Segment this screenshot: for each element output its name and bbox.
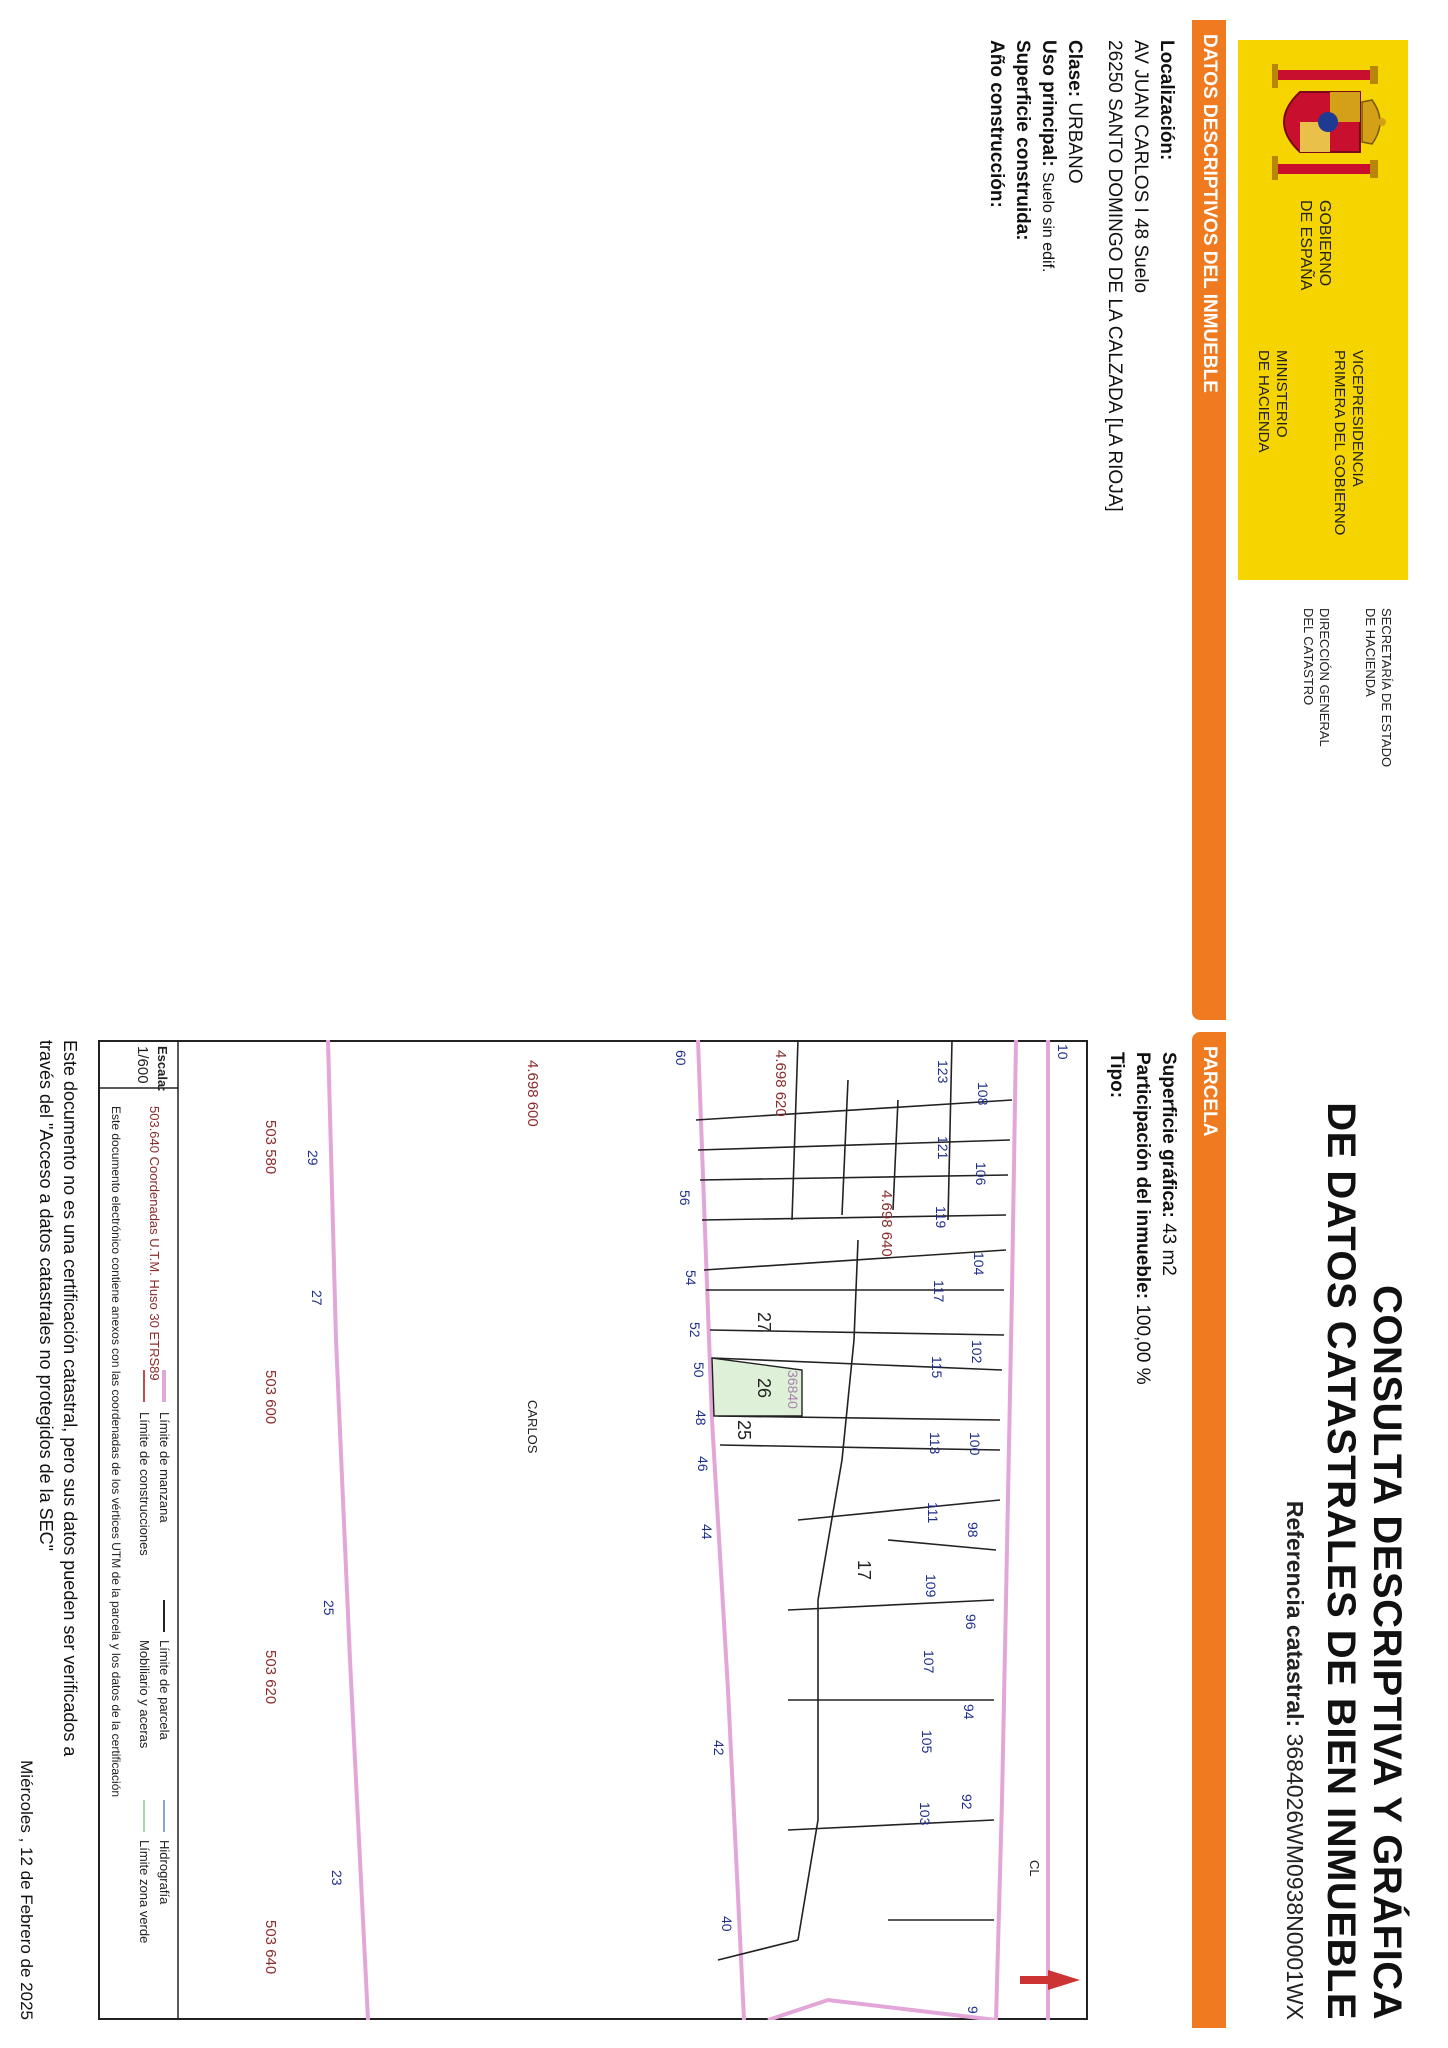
cadastral-reference: [1281, 1040, 1308, 2020]
parcel-line: [818, 1460, 842, 1600]
utm-easting: 503 580: [262, 1120, 279, 1175]
disclaimer: Este documento no es una certificación catastral, pero sus datos pueden ser verificados a través del "Acceso a datos catastrales no protegidos de la SEC": [36, 1040, 80, 1757]
ref-label: Referencia catastral:: [1282, 1500, 1308, 1728]
parcel-line: [888, 1540, 996, 1550]
legend-building-limit: Límite de construcciones: [137, 1412, 152, 1556]
house-number: 102: [969, 1340, 985, 1364]
house-number: 92: [959, 1794, 975, 1810]
north-arrow-icon: [1020, 1970, 1080, 1990]
scale-label: Escala:: [155, 1046, 170, 1092]
parcel-line: [718, 1940, 798, 1960]
house-number: 103: [917, 1802, 933, 1826]
parcel-line: [788, 1600, 994, 1610]
legend-parcel-limit: Límite de parcela: [157, 1640, 172, 1740]
house-number: 25: [321, 1600, 337, 1616]
participation-field: Participación del inmueble: 100,00 %: [1132, 1052, 1153, 1385]
house-number: 100: [967, 1432, 983, 1456]
parcel-line: [842, 1080, 848, 1215]
construction-year-field: Año construcción:: [986, 40, 1007, 208]
main-use-field: Uso principal: Suelo sin edif.: [1038, 40, 1059, 273]
legend-hydrography: Hidrografía: [157, 1840, 172, 1905]
parcel-line: [696, 1100, 1012, 1120]
house-number: 23: [329, 1870, 345, 1886]
house-number: 60: [673, 1050, 689, 1066]
parcel-number: 17: [854, 1560, 874, 1581]
class-field: Clase: URBANO: [1064, 40, 1085, 184]
parcel-line: [704, 1250, 1006, 1270]
parcel-line: [792, 1040, 798, 1220]
house-number: 50: [691, 1362, 707, 1378]
government-name: GOBIERNO DE ESPAÑA: [1297, 200, 1333, 291]
utm-northing: 4.698 620: [772, 1050, 789, 1117]
house-number: 108: [975, 1082, 991, 1106]
location-city: 26250 SANTO DOMINGO DE LA CALZADA [LA RIOJA]: [1104, 40, 1125, 512]
legend-furniture: Mobiliario y aceras: [137, 1640, 152, 1749]
scale-value: 1/600: [134, 1046, 151, 1084]
built-area-field: Superficie construida:: [1012, 40, 1033, 241]
utm-northing: 4.698 600: [524, 1060, 541, 1127]
house-number: 106: [973, 1162, 989, 1186]
title-line-1: CONSULTA DESCRIPTIVA Y GRÁFICA: [1365, 1284, 1409, 2020]
house-number: 105: [919, 1730, 935, 1754]
house-number: 107: [921, 1650, 937, 1674]
house-number: 113: [927, 1432, 943, 1455]
parcel-number: 25: [734, 1420, 754, 1441]
house-number: 54: [683, 1270, 699, 1286]
location-label: Localización:: [1156, 40, 1177, 161]
annex-note: Este documento electrónico contiene anexos con las coordenadas de los vértices UTM de la parcela y los datos de la certificación: [109, 1106, 123, 1798]
parcel-number-target: 26: [754, 1378, 774, 1399]
parcel-line: [700, 1175, 1008, 1180]
parcel-number: 27: [754, 1312, 774, 1333]
edge-number: 10: [1055, 1044, 1071, 1060]
government-banner: [1238, 40, 1408, 580]
directorate-name: DIRECCIÓN GENERAL DEL CATASTRO: [1301, 608, 1332, 747]
map-legend: [98, 1040, 178, 2020]
street-abbr: CL: [1027, 1860, 1042, 1877]
utm-easting: 503 620: [262, 1650, 279, 1705]
parcel-line: [702, 1215, 1006, 1220]
block-limit-north-curb: [1047, 1040, 1048, 2020]
house-number: 98: [965, 1522, 981, 1538]
graphic-area-field: Superficie gráfica: 43 m2: [1158, 1052, 1179, 1276]
document-title: [1318, 1040, 1410, 2020]
house-number: 29: [305, 1150, 321, 1166]
house-number: 119: [933, 1206, 949, 1229]
utm-easting: 503 600: [262, 1370, 279, 1425]
vicepresidency-name: VICEPRESIDENCIA PRIMERA DEL GOBIERNO: [1331, 350, 1366, 536]
section-header-parcela: PARCELA: [1192, 1032, 1226, 2028]
house-number: 48: [693, 1410, 709, 1426]
parcel-line: [698, 1140, 1010, 1150]
house-number: 115: [929, 1356, 945, 1379]
house-number: 42: [711, 1740, 727, 1756]
house-number: 56: [677, 1190, 693, 1206]
parcel-reference: 36840: [785, 1370, 801, 1409]
house-number: 40: [719, 1916, 735, 1932]
secretariat-name: SECRETARÍA DE ESTADO DE HACIENDA: [1363, 608, 1394, 768]
issue-date: Miércoles , 12 de Febrero de 2025: [17, 1760, 36, 2020]
house-number: 96: [963, 1614, 979, 1630]
edge-number: 9: [965, 2006, 981, 2014]
house-number: 123: [935, 1060, 951, 1084]
type-field: Tipo:: [1106, 1052, 1127, 1099]
house-number: 94: [961, 1704, 977, 1720]
block-limit-north-front: [996, 1040, 1016, 2020]
house-number: 121: [935, 1136, 951, 1160]
house-number: 104: [971, 1252, 987, 1276]
legend-block-limit: Límite de manzana: [157, 1412, 172, 1523]
house-number: 109: [923, 1574, 939, 1598]
coat-of-arms-icon: [1256, 62, 1390, 182]
street-name: CARLOS: [525, 1400, 540, 1454]
title-line-2: DE DATOS CATASTRALES DE BIEN INMUEBLE: [1319, 1102, 1363, 2020]
parcel-line: [798, 1500, 1000, 1520]
house-number: 27: [309, 1290, 325, 1306]
house-number: 44: [699, 1524, 715, 1540]
legend-green-zone: Límite zona verde: [137, 1840, 152, 1944]
ministry-name: MINISTERIO DE HACIENDA: [1255, 350, 1290, 453]
location-address: AV JUAN CARLOS I 48 Suelo: [1130, 40, 1151, 294]
house-number: 46: [695, 1456, 711, 1472]
house-number: 111: [925, 1502, 941, 1524]
house-number: 117: [931, 1280, 947, 1303]
parcel-line: [798, 1820, 818, 1940]
parcel-line: [788, 1820, 994, 1830]
utm-northing: 4.698 640: [878, 1190, 895, 1257]
ref-value: 3684026WM0938N0001WX: [1282, 1733, 1308, 2020]
utm-easting: 503 640: [262, 1920, 279, 1975]
block-limit-corner: [768, 2000, 996, 2020]
house-number: 52: [687, 1322, 703, 1338]
coordinate-note: 503.640 Coordenadas U.T.M. Huso 30 ETRS89: [147, 1106, 162, 1381]
parcel-line: [720, 1445, 1000, 1450]
cadastral-map: [98, 1040, 1088, 2020]
section-header-inmueble: DATOS DESCRIPTIVOS DEL INMUEBLE: [1192, 20, 1226, 1020]
parcel-line: [842, 1340, 854, 1460]
